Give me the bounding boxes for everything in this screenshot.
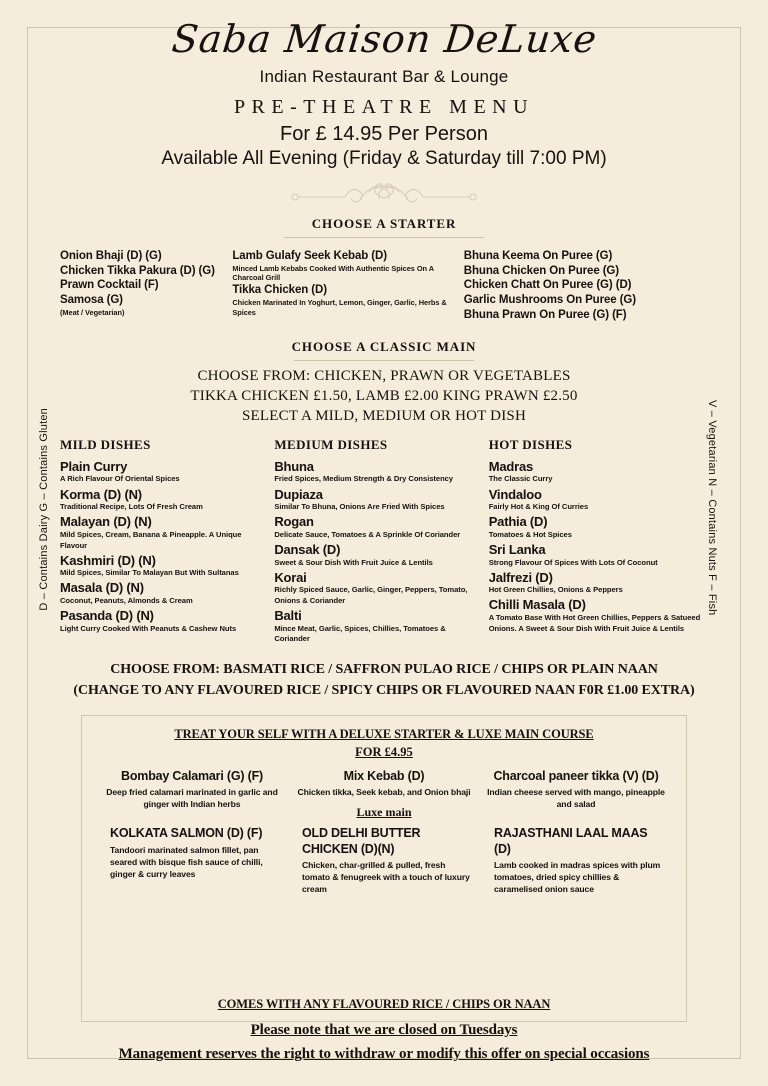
starter-desc: (Meat / Vegetarian) (60, 307, 125, 317)
deluxe-main-name: KOLKATA SALMON (D) (F) (110, 826, 263, 841)
dish-name: Malayan (D) (N) (60, 514, 152, 530)
starter-name: Lamb Gulafy Seek Kebab (D) (232, 249, 387, 262)
dish-desc: Fried Spices, Medium Strength & Dry Consistency (274, 474, 454, 484)
deluxe-mains-row (96, 826, 672, 895)
starter-name: Tikka Chicken (D) (232, 284, 327, 297)
list-item[interactable] (480, 769, 672, 820)
dish-name: Dupiaza (274, 486, 323, 502)
dish-name: Balti (274, 608, 302, 624)
list-item[interactable] (60, 514, 264, 551)
deluxe-starter-name: Mix Kebab (D) (343, 769, 425, 783)
mild-dishes-column (60, 437, 274, 647)
dish-desc: Coconut, Peanuts, Almonds & Cream (60, 595, 193, 605)
list-item[interactable] (489, 487, 703, 513)
medium-dishes-column (274, 437, 488, 647)
starters-column-3 (464, 249, 710, 323)
dish-name: Jalfrezi (D) (488, 569, 553, 585)
dish-name: Kashmiri (D) (N) (60, 552, 156, 568)
rice-line-2: (CHANGE TO ANY FLAVOURED RICE / SPICY CHIPS OR FLAVOURED NAAN F0R £1.00 EXTRA) (73, 682, 695, 698)
list-item[interactable] (60, 580, 264, 606)
list-item[interactable] (489, 570, 703, 596)
dish-desc: Delicate Sauce, Tomatoes & A Sprinkle Of Coriander (274, 529, 461, 539)
list-item[interactable] (489, 542, 703, 568)
dish-desc: The Classic Curry (488, 474, 553, 484)
starter-desc: Chicken Marinated In Yoghurt, Lemon, Ginger, Garlic, Herbs & Spices (232, 297, 447, 317)
dish-name: Pasanda (D) (N) (60, 608, 154, 624)
dish-name: Plain Curry (60, 458, 128, 474)
dish-desc: Strong Flavour Of Spices With Lots Of Coconut (488, 557, 658, 567)
classic-main-instructions (0, 367, 768, 426)
list-item[interactable] (232, 249, 463, 283)
dish-desc: Similar To Bhuna, Onions Are Fried With Spices (274, 502, 445, 512)
deluxe-starter-name: Bombay Calamari (G) (F) (121, 769, 263, 783)
deluxe-starter-desc: Indian cheese served with mango, pineapple and salad (487, 787, 665, 810)
starters-columns (0, 249, 768, 323)
deluxe-starter-desc: Chicken tikka, Seek kebab, and Onion bhaji (297, 787, 471, 798)
classic-main-rule (294, 360, 474, 361)
starter-name: Chicken Tikka Pakura (D) (G) (60, 264, 215, 277)
dish-desc: Hot Green Chillies, Onions & Peppers (488, 585, 623, 595)
list-item[interactable] (60, 249, 232, 264)
dish-desc: Mild Spices, Similar To Malayan But With Sultanas (60, 568, 239, 578)
hot-dishes-heading: HOT DISHES (488, 436, 573, 452)
classic-main-line-1: CHOOSE FROM: CHICKEN, PRAWN OR VEGETABLES (197, 368, 571, 385)
list-item[interactable] (288, 769, 480, 820)
classic-main-section (0, 339, 768, 426)
menu-header (0, 0, 768, 170)
deluxe-starters-row (96, 769, 672, 820)
dish-desc: Sweet & Sour Dish With Fruit Juice & Lentils (274, 557, 433, 567)
starter-desc: Minced Lamb Kebabs Cooked With Authentic Spices On A Charcoal Grill (232, 263, 434, 283)
deluxe-main-desc: Chicken, char-grilled & pulled, fresh tomato & fenugreek with a touch of luxury cream (302, 859, 470, 895)
restaurant-tagline: Indian Restaurant Bar & Lounge (259, 66, 509, 86)
dish-desc: Mild Spices, Cream, Banana & Pineapple. A Unique Flavour (60, 529, 242, 550)
list-item[interactable]: Bhuna Prawn On Puree (G) (F) (463, 308, 627, 321)
list-item[interactable] (60, 278, 232, 293)
dish-name: Korma (D) (N) (60, 486, 142, 502)
list-item[interactable] (288, 826, 480, 895)
deluxe-main-name: OLD DELHI BUTTER CHICKEN (D)(N) (302, 826, 421, 856)
deluxe-main-name: RAJASTHANI LAAL MAAS (D) (494, 826, 648, 856)
mild-dishes-heading: MILD DISHES (60, 436, 151, 452)
list-item[interactable] (274, 514, 478, 540)
dish-name: Vindaloo (488, 486, 542, 502)
starters-title: CHOOSE A STARTER (311, 215, 457, 231)
dish-desc: Light Curry Cooked With Peanuts & Cashew Nuts (60, 623, 237, 633)
deluxe-title: TREAT YOUR SELF WITH A DELUXE STARTER & LUXE MAIN COURSE (174, 727, 594, 741)
list-item[interactable] (274, 608, 478, 645)
deluxe-price: FOR £4.95 (355, 745, 413, 759)
footer-management-note: Management reserves the right to withdraw or modify this offer on special occasions (118, 1046, 650, 1062)
list-item[interactable] (96, 826, 288, 895)
rice-line-1: CHOOSE FROM: BASMATI RICE / SAFFRON PULAO RICE / CHIPS OR PLAIN NAAN (110, 662, 658, 678)
starters-column-1 (60, 249, 232, 323)
deluxe-starter-desc: Deep fried calamari marinated in garlic and ginger with Indian herbs (106, 787, 278, 810)
list-item[interactable] (274, 459, 478, 485)
allergen-legend-right: V – Vegetarian N – Contains Nuts F – Fish (706, 400, 718, 616)
list-item[interactable] (232, 283, 463, 317)
starters-rule (284, 237, 484, 238)
dish-desc: Tomatoes & Hot Spices (488, 529, 572, 539)
hot-dishes-column (489, 437, 713, 647)
dish-name: Korai (274, 569, 307, 585)
restaurant-name: Saba Maison DeLuxe (169, 17, 599, 61)
list-item[interactable] (489, 514, 703, 540)
deluxe-starter-name: Charcoal paneer tikka (V) (D) (493, 769, 659, 783)
dish-desc: Richly Spiced Sauce, Garlic, Ginger, Peppers, Tomato, Onions & Coriander (274, 585, 468, 605)
starters-section (0, 216, 768, 323)
list-item[interactable] (489, 597, 703, 634)
dish-desc: A Rich Flavour Of Oriental Spices (60, 474, 180, 484)
list-item[interactable]: Bhuna Chicken On Puree (G) (463, 264, 620, 277)
list-item[interactable] (480, 826, 672, 895)
medium-dishes-heading: MEDIUM DISHES (274, 436, 388, 452)
luxe-main-label: Luxe main (356, 805, 412, 820)
starter-name: Samosa (G) (60, 294, 123, 307)
list-item[interactable]: Chicken Chatt On Puree (G) (D) (463, 279, 632, 292)
classic-main-line-2: TIKKA CHICKEN £1.50, LAMB £2.00 KING PRAWN £2.50 (190, 388, 578, 405)
starters-column-2 (232, 249, 463, 323)
list-item[interactable] (60, 264, 232, 279)
list-item[interactable] (274, 542, 478, 568)
dish-name: Madras (488, 458, 534, 474)
list-item[interactable]: Garlic Mushrooms On Puree (G) (463, 294, 636, 307)
menu-price-line: For £ 14.95 Per Person (280, 122, 488, 145)
menu-type-title: PRE-THEATRE MENU (233, 95, 535, 118)
deluxe-footer-note: COMES WITH ANY FLAVOURED RICE / CHIPS OR NAAN (217, 997, 551, 1011)
list-item[interactable] (274, 570, 478, 607)
deluxe-main-desc: Lamb cooked in madras spices with plum tomatoes, dried spicy chillies & caramelised onion sauce (494, 859, 661, 895)
list-item[interactable] (96, 769, 288, 820)
starter-name: Onion Bhaji (D) (G) (60, 249, 162, 262)
starter-name: Prawn Cocktail (F) (60, 279, 159, 292)
dish-desc: A Tomato Base With Hot Green Chillies, Peppers & Satueed Onions. A Sweet & Sour Dish With Fruit Juice & Lentils (488, 613, 701, 633)
dish-name: Bhuna (274, 458, 314, 474)
classic-main-title: CHOOSE A CLASSIC MAIN (291, 339, 477, 355)
list-item[interactable] (60, 608, 264, 634)
dish-name: Chilli Masala (D) (488, 597, 586, 613)
deluxe-main-desc: Tandoori marinated salmon fillet, pan seared with bisque fish sauce of chilli, ginger & curry leaves (110, 844, 263, 880)
list-item[interactable] (60, 293, 232, 317)
dish-name: Pathia (D) (488, 514, 548, 530)
list-item[interactable]: Bhuna Keema On Puree (G) (463, 249, 613, 262)
list-item[interactable] (60, 459, 264, 485)
list-item[interactable] (489, 459, 703, 485)
list-item[interactable] (60, 487, 264, 513)
rice-options-section (0, 660, 768, 701)
dish-name: Masala (D) (N) (60, 580, 144, 596)
dish-desc: Fairly Hot & King Of Curries (488, 502, 589, 512)
dish-desc: Traditional Recipe, Lots Of Fresh Cream (60, 502, 203, 512)
deluxe-upgrade-box (81, 715, 687, 1022)
flourish-divider-icon (289, 178, 479, 210)
dish-name: Rogan (274, 514, 314, 530)
menu-footer (0, 1018, 768, 1066)
footer-closed-note: Please note that we are closed on Tuesdays (250, 1022, 518, 1038)
dish-name: Sri Lanka (488, 542, 546, 558)
allergen-legend-left: D – Contains Dairy G – Contains Gluten (38, 408, 50, 611)
classic-main-line-3: SELECT A MILD, MEDIUM OR HOT DISH (242, 408, 526, 425)
list-item[interactable] (60, 553, 264, 579)
curry-columns (0, 437, 768, 647)
dish-desc: Mince Meat, Garlic, Spices, Chillies, Tomatoes & Coriander (274, 623, 446, 644)
menu-availability-line: Available All Evening (Friday & Saturday till 7:00 PM) (161, 147, 607, 169)
dish-name: Dansak (D) (274, 542, 341, 558)
list-item[interactable] (274, 487, 478, 513)
